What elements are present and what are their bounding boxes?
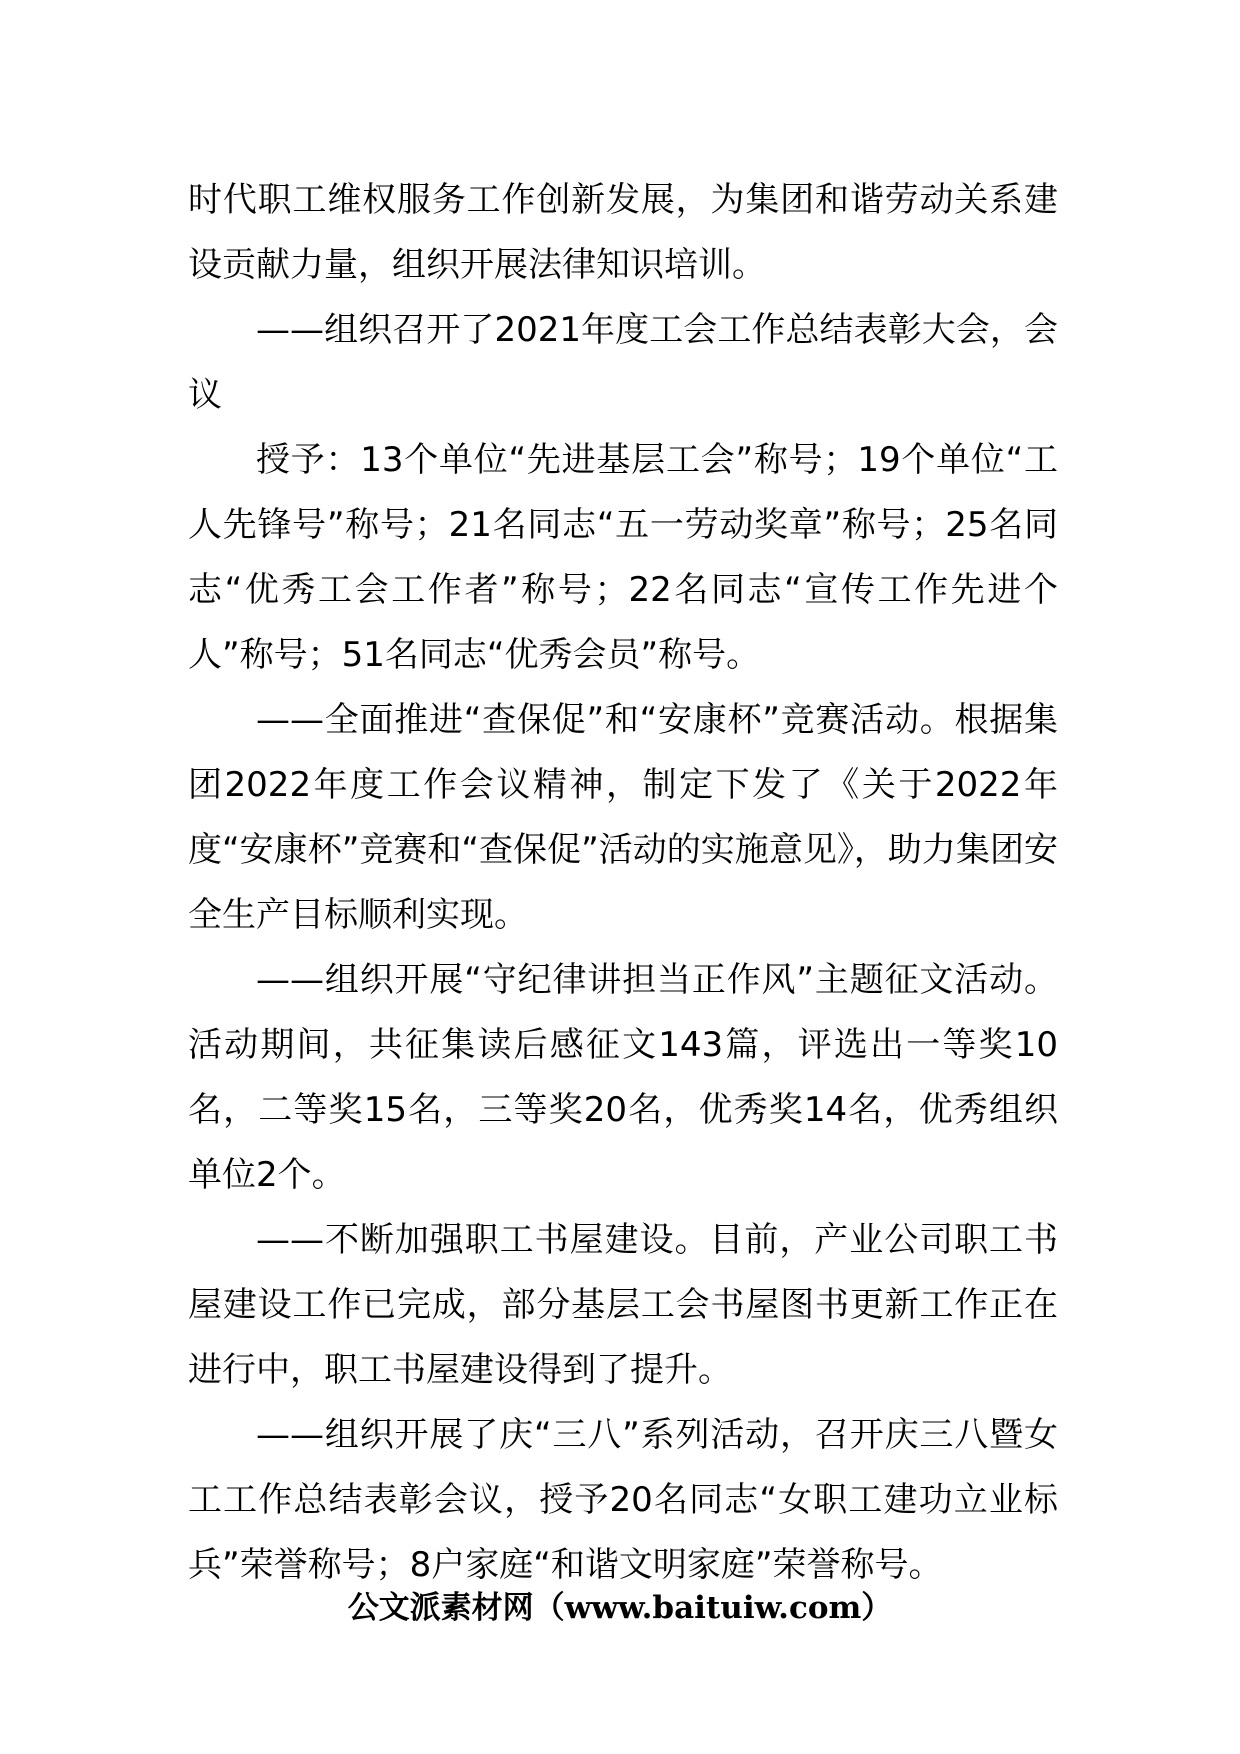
paragraph-reading-room: ——不断加强职工书屋建设。目前，产业公司职工书屋建设工作已完成，部分基层工会书屋图书更新工作正在进行中，职工书屋建设得到了提升。 — [188, 1220, 1058, 1390]
paragraph-womens-day: ——组织开展了庆“三八”系列活动，召开庆三八暨女工工作总结表彰会议，授予20名同志“女职工建功立业标兵”荣誉称号；8户家庭“和谐文明家庭”荣誉称号。 — [188, 1415, 1058, 1585]
paragraph-awards: 授予：13个单位“先进基层工会”称号；19个单位“工人先锋号”称号；21名同志“五一劳动奖章”称号；25名同志“优秀工会工作者”称号；22名同志“宣传工作先进个人”称号；51名同志“优秀会员”称号。 — [188, 440, 1058, 675]
document-body — [188, 168, 1058, 1598]
paragraph-essay-contest: ——组织开展“守纪律讲担当正作风”主题征文活动。活动期间，共征集读后感征文143篇，评选出一等奖10名，二等奖15名，三等奖20名，优秀奖14名，优秀组织单位2个。 — [188, 960, 1058, 1195]
paragraph-commendation-meeting: ——组织召开了2021年度工会工作总结表彰大会，会议 — [188, 310, 1058, 415]
paragraph-safety-competition: ——全面推进“查保促”和“安康杯”竞赛活动。根据集团2022年度工作会议精神，制定下发了《关于2022年度“安康杯”竞赛和“查保促”活动的实施意见》，助力集团安全生产目标顺利实现。 — [188, 700, 1058, 935]
paragraph-continuation: 时代职工维权服务工作创新发展，为集团和谐劳动关系建设贡献力量，组织开展法律知识培训。 — [188, 180, 1058, 285]
footer-watermark: 公文派素材网（www.baituiw.com） — [347, 1590, 893, 1626]
